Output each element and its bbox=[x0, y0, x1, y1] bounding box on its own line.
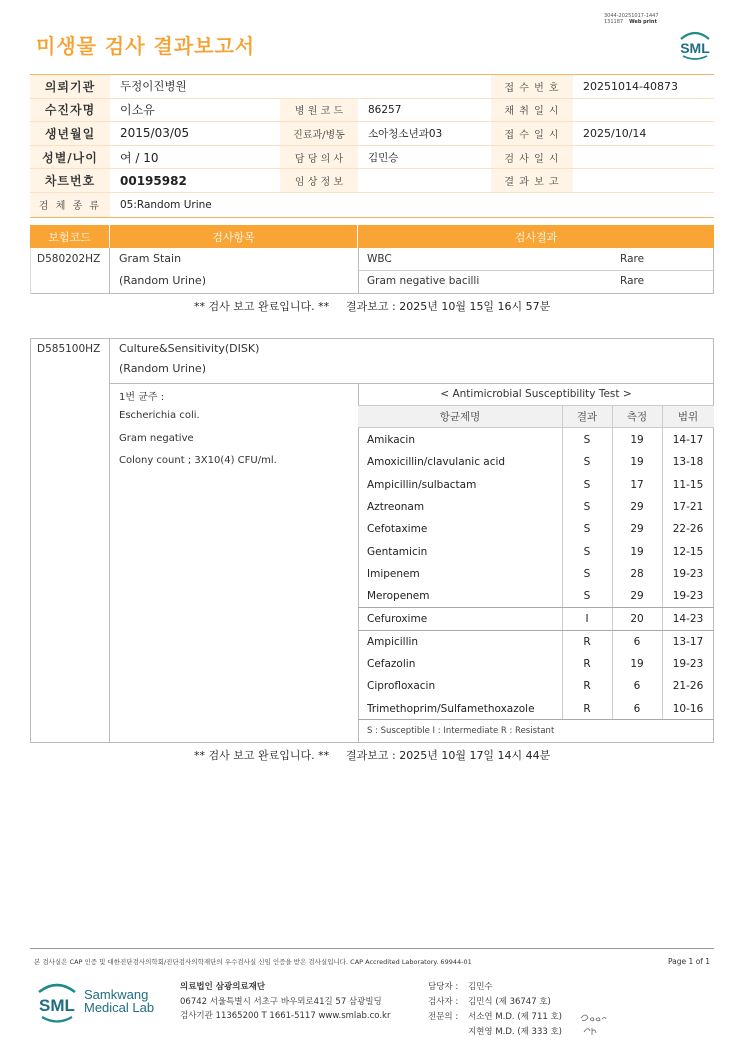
culture-code: D585100HZ bbox=[37, 343, 101, 355]
footer-divider bbox=[30, 948, 714, 949]
gram-type: Gram negative bbox=[119, 433, 194, 444]
ast-range: 11-15 bbox=[672, 479, 704, 492]
info-row-2 bbox=[30, 99, 714, 123]
patient-info-table bbox=[30, 74, 714, 218]
ast-row bbox=[358, 698, 714, 720]
label-collect-date: 채 취 일 시 bbox=[491, 99, 573, 122]
header-item: 검사항목 bbox=[110, 225, 358, 248]
tester-label: 검사자 : bbox=[428, 997, 459, 1007]
value-specimen: 05:Random Urine bbox=[120, 198, 212, 211]
ast-measure: 19 bbox=[630, 658, 644, 671]
gram-item-name: Gram Stain bbox=[119, 252, 182, 265]
label-receipt-date: 접 수 일 시 bbox=[491, 122, 573, 145]
colony-count: Colony count ; 3X10(4) CFU/ml. bbox=[119, 455, 277, 466]
org-name: 의료법인 삼광의료재단 bbox=[180, 982, 266, 992]
tester-name: 김민식 (제 36747 호) bbox=[468, 997, 551, 1007]
ast-result: S bbox=[583, 479, 591, 492]
ast-range: 22-26 bbox=[672, 523, 704, 536]
label-birth: 생년월일 bbox=[30, 122, 110, 145]
ast-range: 19-23 bbox=[672, 590, 704, 603]
ast-row bbox=[358, 563, 714, 585]
value-sex-age: 여 / 10 bbox=[120, 150, 159, 165]
ast-result: S bbox=[583, 456, 591, 469]
ast-result: S bbox=[583, 546, 591, 559]
culture-divider-1 bbox=[109, 338, 110, 743]
value-clinical bbox=[358, 169, 491, 192]
web-print-label: Web print bbox=[629, 19, 657, 25]
ast-result: S bbox=[583, 568, 591, 581]
ast-header-row bbox=[358, 406, 714, 428]
ast-range: 10-16 bbox=[672, 703, 704, 716]
value-receipt-no: 20251014-40873 bbox=[583, 79, 678, 93]
label-hosp-code: 병 원 코 드 bbox=[280, 99, 358, 122]
culture-report-time: 결과보고 : 2025년 10월 17일 14시 44분 bbox=[346, 749, 551, 762]
ast-drug-name: Gentamicin bbox=[367, 546, 428, 559]
ast-drug-name: Cefuroxime bbox=[367, 613, 428, 626]
ast-row bbox=[358, 675, 714, 697]
label-clinical: 임 상 정 보 bbox=[280, 169, 358, 192]
org-contact: 검사기관 11365200 T 1661-5117 www.smlab.co.kr bbox=[180, 1011, 391, 1021]
footer-logo-sml: SML bbox=[39, 996, 75, 1015]
info-row-6 bbox=[30, 193, 714, 217]
value-report bbox=[573, 169, 714, 192]
ast-measure: 19 bbox=[630, 434, 644, 447]
gram-done: ** 검사 보고 완료입니다. ** bbox=[194, 300, 330, 313]
ast-range: 13-17 bbox=[672, 636, 704, 649]
info-row-5 bbox=[30, 169, 714, 193]
ast-header-drug: 항균제명 bbox=[439, 411, 481, 423]
samkwang-logo-icon bbox=[36, 980, 78, 1026]
ast-range: 17-21 bbox=[672, 501, 704, 514]
label-receipt-no: 접 수 번 호 bbox=[491, 75, 573, 98]
label-report: 결 과 보 고 bbox=[491, 169, 573, 192]
ast-legend: S : Susceptible I : Intermediate R : Resistant bbox=[367, 726, 555, 736]
gram-result-value-1: Rare bbox=[620, 253, 645, 265]
ast-measure: 20 bbox=[630, 613, 644, 626]
ast-measure: 6 bbox=[633, 680, 641, 693]
ast-drug-name: Amoxicillin/clavulanic acid bbox=[367, 456, 506, 469]
organism: Escherichia coli. bbox=[119, 410, 200, 421]
footer-org bbox=[180, 980, 390, 1024]
ast-result: S bbox=[583, 501, 591, 514]
samkwang-logo-text bbox=[84, 988, 154, 1014]
ast-measure: 29 bbox=[630, 523, 644, 536]
staff-name: 김민수 bbox=[468, 982, 493, 992]
print-meta-code: 131187 bbox=[604, 19, 624, 25]
value-hospital: 두정이진병원 bbox=[120, 79, 187, 94]
value-dept: 소아청소년과03 bbox=[368, 127, 443, 140]
ast-row bbox=[358, 631, 714, 653]
label-doctor: 담 당 의 사 bbox=[280, 146, 358, 169]
label-dept: 진료과/병동 bbox=[280, 122, 358, 145]
ast-drug-name: Cefotaxime bbox=[367, 523, 428, 536]
specialist-label: 전문의 : bbox=[428, 1012, 459, 1022]
ast-drug-name: Ciprofloxacin bbox=[367, 680, 436, 693]
strain-label: 1번 균주 : bbox=[119, 392, 165, 403]
logo-line-2: Medical Lab bbox=[84, 1000, 155, 1015]
ast-measure: 6 bbox=[633, 703, 641, 716]
ast-measure: 19 bbox=[630, 456, 644, 469]
specialist-1: 서소연 M.D. (제 711 호) bbox=[468, 1012, 563, 1022]
gram-code: D580202HZ bbox=[37, 253, 101, 265]
ast-result: S bbox=[583, 523, 591, 536]
ast-header-result: 결과 bbox=[576, 411, 598, 423]
ast-result: R bbox=[583, 636, 591, 649]
value-name: 이소유 bbox=[120, 103, 155, 118]
ast-result: S bbox=[583, 590, 591, 603]
info-row-1 bbox=[30, 75, 714, 99]
ast-range: 12-15 bbox=[672, 546, 704, 559]
value-hosp-code: 86257 bbox=[368, 103, 402, 116]
value-birth: 2015/03/05 bbox=[120, 126, 190, 141]
culture-row-divider bbox=[109, 383, 714, 384]
ast-range: 19-23 bbox=[672, 658, 704, 671]
ast-drug-name: Trimethoprim/Sulfamethoxazole bbox=[367, 703, 535, 716]
label-chart: 차트번호 bbox=[30, 169, 110, 192]
footer-note: 본 검사실은 CAP 인증 및 대한진단검사의학회/진단검사의학재단의 우수검사실 신임 인증을 받은 검사실입니다. CAP Accredited Laboratory. 69944-01 bbox=[34, 958, 472, 966]
ast-result: I bbox=[585, 613, 589, 626]
ast-result: R bbox=[583, 658, 591, 671]
staff-label: 담당자 : bbox=[428, 982, 459, 992]
gram-row-divider bbox=[358, 270, 714, 271]
info-row-4 bbox=[30, 146, 714, 170]
culture-item-name: Culture&Sensitivity(DISK) bbox=[119, 342, 260, 355]
ast-header-range: 범위 bbox=[677, 411, 699, 423]
sml-logo-icon bbox=[676, 27, 714, 61]
label-test-date: 검 사 일 시 bbox=[491, 146, 573, 169]
ast-result: S bbox=[583, 434, 591, 447]
ast-measure: 28 bbox=[630, 568, 644, 581]
label-hospital: 의뢰기관 bbox=[30, 75, 110, 98]
ast-title: < Antimicrobial Susceptibility Test > bbox=[440, 388, 632, 400]
ast-measure: 29 bbox=[630, 501, 644, 514]
value-doctor: 김민승 bbox=[368, 151, 399, 164]
value-test-date bbox=[573, 146, 714, 169]
culture-done: ** 검사 보고 완료입니다. ** bbox=[194, 749, 330, 762]
ast-row bbox=[358, 451, 714, 473]
ast-drug-name: Aztreonam bbox=[367, 501, 425, 514]
ast-drug-name: Imipenem bbox=[367, 568, 420, 581]
ast-row bbox=[358, 585, 714, 607]
ast-row bbox=[358, 518, 714, 540]
ast-row bbox=[358, 474, 714, 496]
ast-drug-name: Cefazolin bbox=[367, 658, 416, 671]
label-specimen: 검 체 종 류 bbox=[30, 193, 110, 217]
org-address: 06742 서울특별시 서초구 바우뫼로41길 57 삼광빌딩 bbox=[180, 996, 382, 1007]
report-title: 미생물 검사 결과보고서 bbox=[36, 34, 256, 58]
ast-header-measure: 측정 bbox=[626, 411, 648, 423]
footer-staff bbox=[428, 980, 562, 1040]
ast-range: 14-23 bbox=[672, 613, 704, 626]
ast-row bbox=[358, 429, 714, 451]
signature-icon bbox=[578, 1010, 608, 1038]
gram-divider-1 bbox=[109, 248, 110, 294]
header-result: 검사결과 bbox=[514, 230, 558, 244]
ast-row bbox=[358, 541, 714, 563]
ast-drug-name: Ampicillin bbox=[367, 636, 419, 649]
value-receipt-date: 2025/10/14 bbox=[583, 126, 647, 140]
culture-item-specimen: (Random Urine) bbox=[119, 362, 206, 375]
ast-row bbox=[358, 608, 714, 630]
ast-drug-name: Meropenem bbox=[367, 590, 430, 603]
ast-result: R bbox=[583, 680, 591, 693]
ast-row bbox=[358, 653, 714, 675]
results-header bbox=[30, 225, 714, 248]
info-row-3 bbox=[30, 122, 714, 146]
gram-divider-2 bbox=[358, 248, 359, 294]
gram-result-name-1: WBC bbox=[367, 253, 392, 265]
page-number: Page 1 of 1 bbox=[668, 957, 711, 966]
ast-result: R bbox=[583, 703, 591, 716]
ast-range: 19-23 bbox=[672, 568, 704, 581]
value-chart: 00195982 bbox=[120, 173, 187, 188]
ast-range: 13-18 bbox=[672, 456, 704, 469]
specialist-2: 지현영 M.D. (제 333 호) bbox=[468, 1027, 563, 1037]
ast-range: 14-17 bbox=[672, 434, 704, 447]
gram-result-value-2: Rare bbox=[620, 275, 645, 287]
ast-drug-name: Ampicillin/sulbactam bbox=[367, 479, 477, 492]
ast-drug-name: Amikacin bbox=[367, 434, 416, 447]
print-meta bbox=[604, 13, 659, 25]
sml-logo-text: SML bbox=[680, 40, 710, 56]
label-sex-age: 성별/나이 bbox=[30, 146, 110, 169]
logo-line-1: Samkwang bbox=[84, 987, 149, 1002]
gram-item-specimen: (Random Urine) bbox=[119, 274, 206, 287]
ast-range: 21-26 bbox=[672, 680, 704, 693]
ast-measure: 19 bbox=[630, 546, 644, 559]
ast-row bbox=[358, 496, 714, 518]
gram-report-time: 결과보고 : 2025년 10월 15일 16시 57분 bbox=[346, 300, 551, 313]
ast-measure: 6 bbox=[633, 636, 641, 649]
header-code: 보험코드 bbox=[30, 225, 110, 248]
ast-measure: 29 bbox=[630, 590, 644, 603]
label-name: 수진자명 bbox=[30, 99, 110, 122]
value-collect-date bbox=[573, 99, 714, 122]
print-meta-id: 3044-20251017-1447 bbox=[604, 13, 659, 19]
ast-measure: 17 bbox=[630, 479, 644, 492]
gram-result-name-2: Gram negative bacilli bbox=[367, 275, 480, 287]
